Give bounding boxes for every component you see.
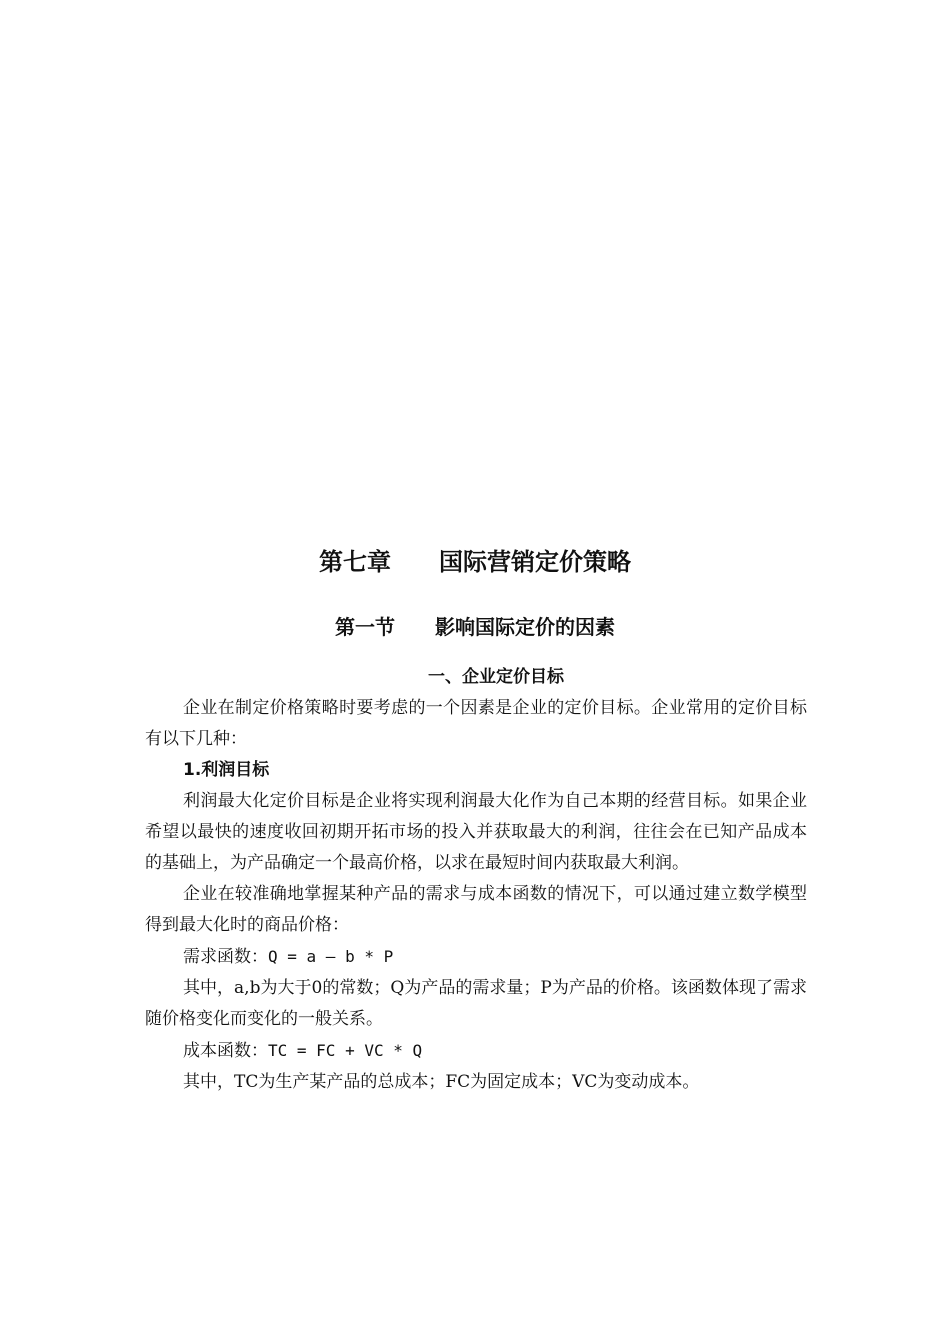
subheading-pricing-objectives: 一、企业定价目标: [428, 667, 564, 687]
paragraph-math-model: 企业在较准确地掌握某种产品的需求与成本函数的情况下，可以通过建立数学模型得到最大化时的商品价格：: [145, 884, 807, 935]
cost-function: [145, 1035, 807, 1067]
paragraph-profit-maximization: 利润最大化定价目标是企业将实现利润最大化作为自己本期的经营目标。如果企业希望以最快的速度收回初期开拓市场的投入并获取最大的利润，往往会在已知产品成本的基础上，为产品确定一个最高价格，以求在最短时间内获取最大利润。: [145, 791, 807, 873]
demand-function-formula: Q = a – b * P: [268, 947, 394, 966]
body-text: [145, 662, 807, 1098]
chapter-title: 第七章 国际营销定价策略: [319, 548, 631, 576]
demand-function-label: 需求函数：: [183, 947, 268, 967]
paragraph-cost-note: 其中，TC为生产某产品的总成本；FC为固定成本；VC为变动成本。: [183, 1072, 700, 1092]
cost-function-formula: TC = FC + VC * Q: [268, 1041, 423, 1060]
demand-function: [145, 941, 807, 973]
paragraph-demand-note: 其中，a,b为大于0的常数；Q为产品的需求量；P为产品的价格。该函数体现了需求随价格变化而变化的一般关系。: [145, 978, 807, 1029]
subheading-profit-objective: 1.利润目标: [183, 760, 270, 780]
section-title: 第一节 影响国际定价的因素: [335, 615, 615, 639]
paragraph-intro: 企业在制定价格策略时要考虑的一个因素是企业的定价目标。企业常用的定价目标有以下几种：: [145, 698, 807, 749]
cost-function-label: 成本函数：: [183, 1041, 268, 1061]
